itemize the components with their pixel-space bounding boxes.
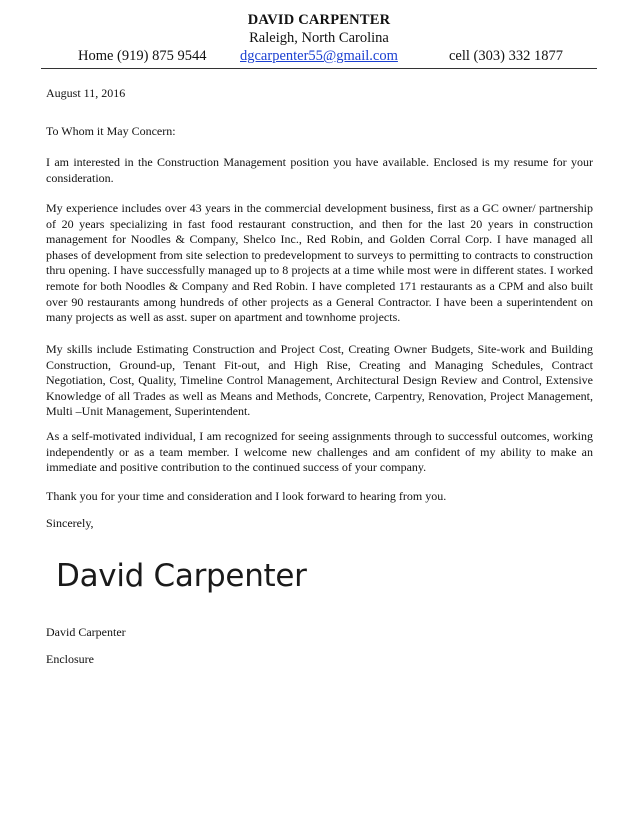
enclosure-note: Enclosure xyxy=(46,652,94,666)
typed-name: David Carpenter xyxy=(46,625,126,639)
email-link[interactable]: dgcarpenter55@gmail.com xyxy=(240,48,398,64)
paragraph-thanks: Thank you for your time and consideration and I look forward to hearing from you. xyxy=(46,489,447,503)
paragraph-intro: I am interested in the Construction Management position you have available. Enclosed is my resume for your consideration. xyxy=(46,155,593,185)
signature: David Carpenter xyxy=(56,558,307,594)
paragraph-qualities: As a self-motivated individual, I am recognized for seeing assignments through to successful outcomes, working independently or as a team member. I welcome new challenges and am confident of my ability to make an immediate and positive contribution to the continued success of your company. xyxy=(46,429,593,475)
applicant-name-heading: DAVID CARPENTER xyxy=(247,12,391,28)
cell-phone: cell (303) 332 1877 xyxy=(449,48,563,64)
closing: Sincerely, xyxy=(46,516,94,530)
paragraph-skills: My skills include Estimating Construction and Project Cost, Creating Owner Budgets, Site-work and Building Construction, Ground-up, Tenant Fit-out, and High Rise, Creating and Managing Schedules, Contract Negotiation, Cost, Quality, Timeline Control Management, Architectural Design Review and Control, Extensive Knowledge of all Trades as well as Means and Methods, Concrete, Carpentry, Renovation, Project Management, Multi –Unit Management, Superintendent. xyxy=(46,342,593,419)
salutation: To Whom it May Concern: xyxy=(46,124,176,138)
letter-date: August 11, 2016 xyxy=(46,86,126,100)
paragraph-experience: My experience includes over 43 years in the commercial development business, first as a GC owner/ partnership of 20 years specializing in fast food restaurant construction, and then for the last 20 years in construction management for Noodles & Company, Shelco Inc., Red Robin, and Golden Corral Corp. I have managed all phases of development from site selection to predevelopment to surveys to permitting to contracts to construction thru opening. I have successfully managed up to 8 projects at a time while most were in different states. I worked remote for both Noodles & Company and Red Robin. I have completed 171 restaurants as a CPM and also built over 90 restaurants among hundreds of other projects as a General Contractor. I have been a superintendent on many projects as well as asst. super on apartment and townhome projects. xyxy=(46,201,593,325)
header-divider xyxy=(41,68,597,69)
home-phone: Home (919) 875 9544 xyxy=(78,48,207,64)
contact-row xyxy=(0,48,638,66)
applicant-location: Raleigh, North Carolina xyxy=(249,30,389,46)
